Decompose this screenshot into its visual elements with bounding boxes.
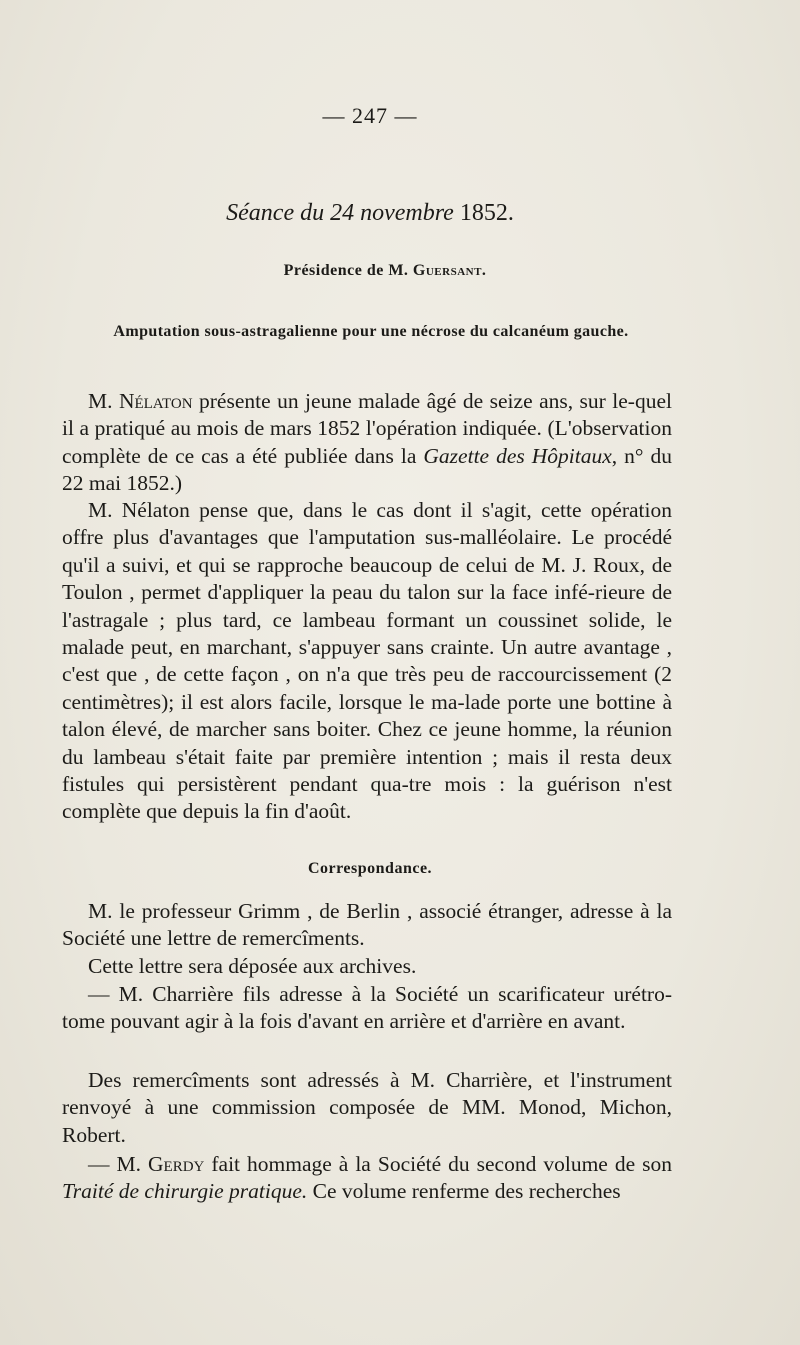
president-name: Guersant. (412, 262, 487, 279)
surgeon-name-nelaton: Nélaton (118, 389, 193, 413)
journal-title: Gazette des Hôpitaux (423, 443, 612, 468)
paragraph-charriere-instrument: — M. Charrière fils adresse à la Société un scarificateur urétro-tome pouvant agir à la fois d'avant en arrière et d'arrière en avant. (62, 982, 672, 1034)
paragraph-nelaton-presentation (62, 388, 672, 498)
paragraph-grimm-letter: M. le professeur Grimm , de Berlin , associé étranger, adresse à la Société une lettre de remercîments. (62, 899, 672, 951)
section-title-amputation: Amputation sous-astragalienne pour une nécrose du calcanéum gauche. (113, 323, 629, 340)
presidence-label: Présidence de M. (283, 262, 409, 279)
para-text: M. (88, 389, 119, 413)
para-text: fait hommage à la Société du second volume de son (204, 1152, 672, 1176)
page-number: — 247 — (322, 103, 418, 128)
paragraph-commission: Des remercîments sont adressés à M. Charrière, et l'instrument renvoyé à une commission composée de MM. Monod, Michon, Robert. (62, 1068, 672, 1147)
book-title: Traité de chirurgie pratique. (62, 1179, 308, 1204)
section-title-correspondance: Correspondance. (307, 860, 433, 877)
session-heading (0, 200, 740, 227)
session-year: 1852. (459, 200, 514, 226)
presidence-line (0, 262, 770, 280)
para-text: , n° du 22 mai 1852.) (62, 443, 672, 496)
para-text: Ce volume renferme des recherches (307, 1179, 621, 1204)
para-text: présente un jeune malade âgé de seize ans, sur le-quel il a pratiqué au mois de mars 1852 l'opération indiquée. (L'observation complète de ce cas a été publiée dans la (62, 389, 672, 468)
session-date-label: Séance du 24 novembre (226, 200, 454, 226)
paragraph-archives: Cette lettre sera déposée aux archives. (88, 954, 417, 978)
para-text: — M. (88, 1152, 148, 1176)
paragraph-gerdy-hommage (62, 1151, 672, 1206)
surgeon-name-gerdy: Gerdy (148, 1152, 205, 1176)
paragraph-nelaton-opinion: M. Nélaton pense que, dans le cas dont il s'agit, cette opération offre plus d'avantages que l'amputation sus-malléolaire. Le procédé qu'il a suivi, et qui se rapproche beaucoup de celui de M. J. Roux, de Toulon , permet d'appliquer la peau du talon sur la face infé-rieure de l'astragale ; plus tard, ce lambeau formant un coussinet solide, le malade peut, en marchant, s'appuyer sans crainte. Un autre avantage , c'est que , de cette façon , on n'a que très peu de raccourcissement (2 centimètres); il est alors facile, lorsque le ma-lade porte une bottine à talon élevé, de marcher sans boiter. Chez ce jeune homme, la réunion du lambeau s'était faite par première intention ; mais il resta deux fistules qui persistèrent pendant qua-tre mois : la guérison n'est complète que depuis la fin d'août. (62, 498, 672, 824)
